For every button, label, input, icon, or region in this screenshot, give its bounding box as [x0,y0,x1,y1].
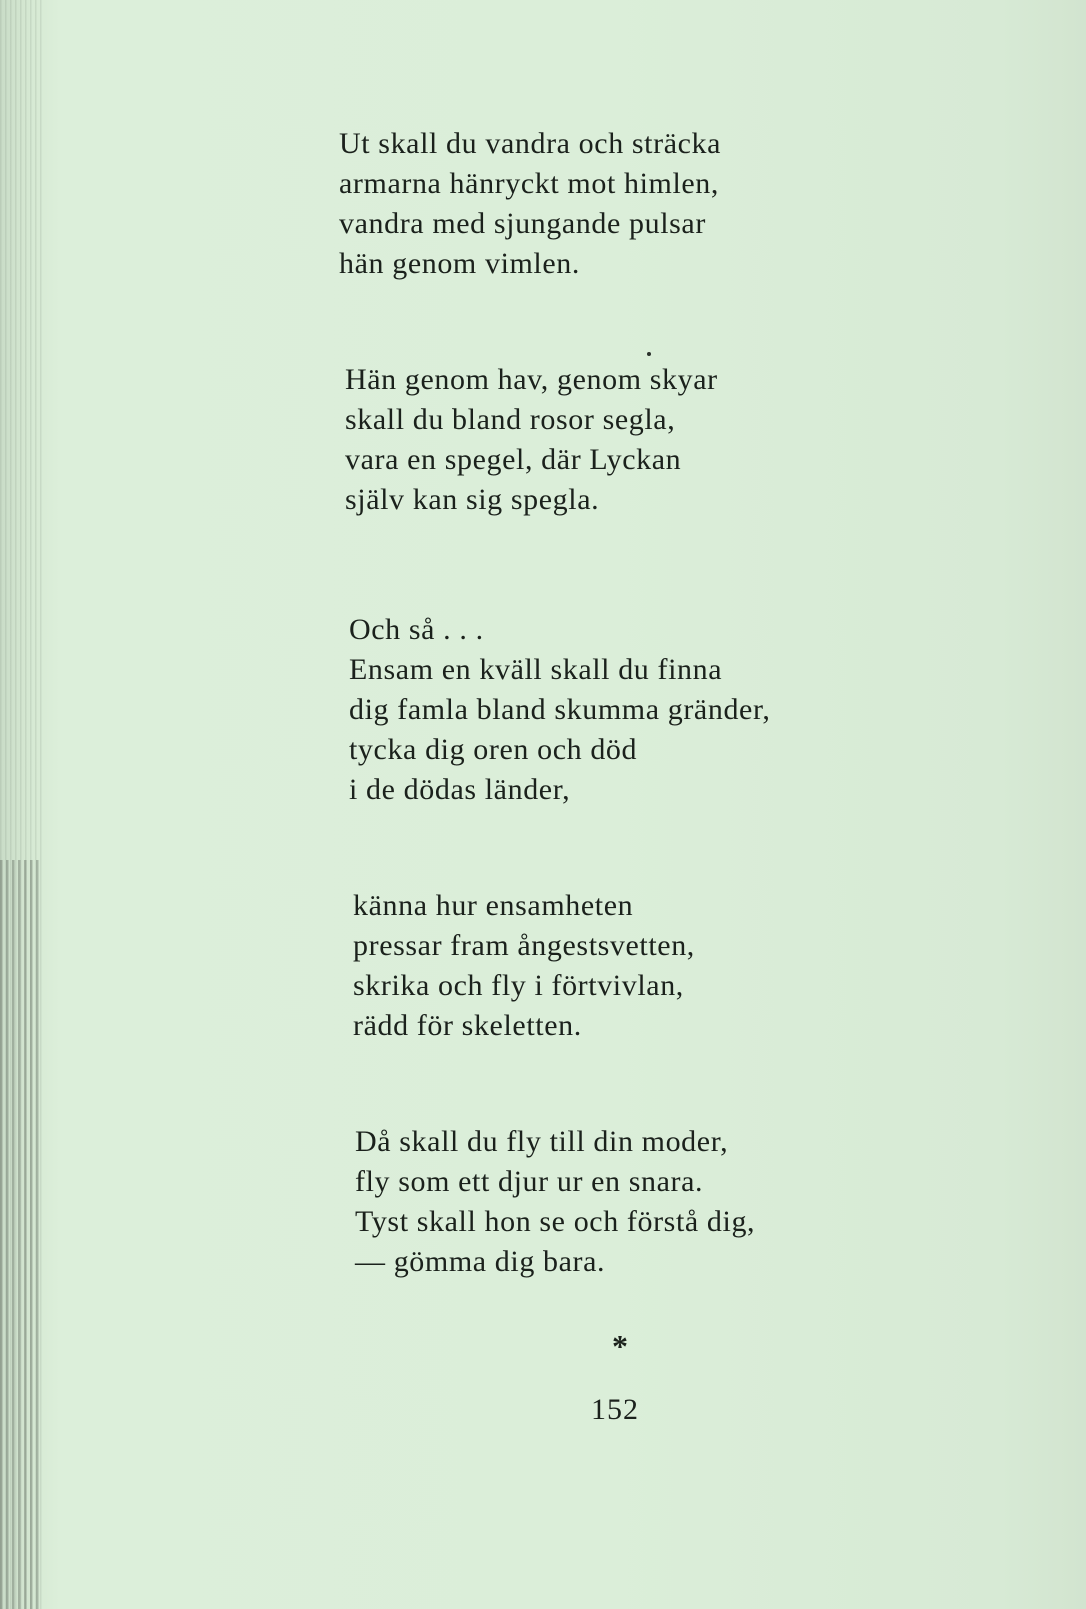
poem-line: vandra med sjungande pulsar [339,207,706,240]
poem-line: fly som ett djur ur en snara. [355,1165,704,1198]
poem-line: Hän genom hav, genom skyar [345,363,718,396]
stanza-4 [353,886,695,1046]
stanza-5 [355,1122,755,1282]
poem-line: själv kan sig spegla. [345,483,600,516]
poem-line: Då skall du fly till din moder, [355,1125,729,1158]
poem-line: Ut skall du vandra och sträcka [339,127,722,160]
poem-line: Ensam en kväll skall du finna [349,653,723,686]
poem-line: skrika och fly i förtvivlan, [353,969,684,1002]
poem-line: Och så . . . [349,613,484,646]
poem-line: rädd för skeletten. [353,1009,582,1042]
poem-line: hän genom vimlen. [339,247,580,280]
poem-line: vara en spegel, där Lyckan [345,443,682,476]
binding-edge [0,860,40,1609]
stanza-3 [349,610,770,810]
poem-line: — gömma dig bara. [355,1245,606,1278]
poem-line: pressar fram ångestsvetten, [353,929,695,962]
stanza-2 [345,360,718,520]
poem-line: skall du bland rosor segla, [345,403,676,436]
stanza-1 [339,124,721,284]
poem-line: i de dödas länder, [349,773,571,806]
poem-line: känna hur ensamheten [353,889,634,922]
page-number: 152 [591,1393,639,1426]
poem-line: tycka dig oren och död [349,733,638,766]
section-ornament: * [612,1328,628,1364]
poem-line: Tyst skall hon se och förstå dig, [355,1205,756,1238]
poem-line: dig famla bland skumma gränder, [349,693,771,726]
ink-speck [647,352,651,356]
poem-line: armarna hänryckt mot himlen, [339,167,720,200]
